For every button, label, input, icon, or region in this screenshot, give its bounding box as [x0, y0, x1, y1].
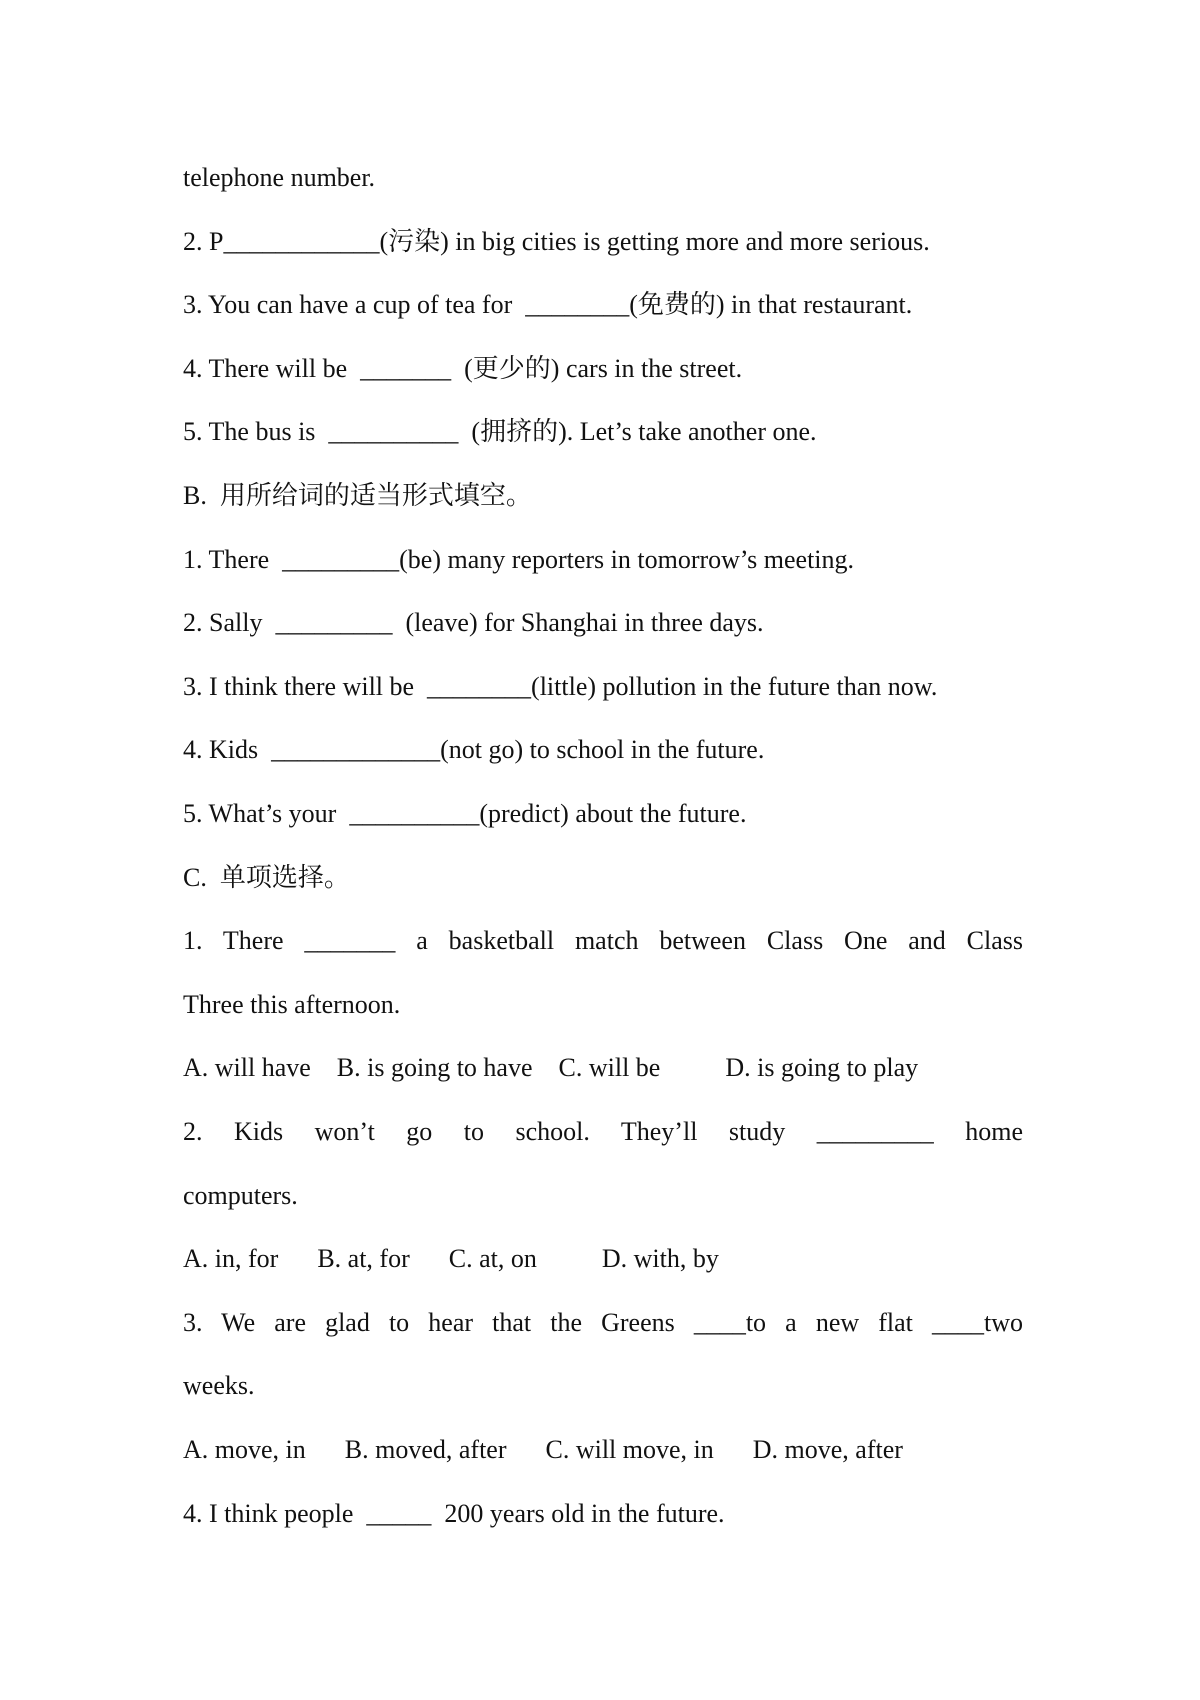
text-line: C. 单项选择。	[183, 862, 350, 892]
text-line: A. will have B. is going to have C. will be D. is going to play	[183, 1053, 919, 1083]
text-line: 2. Sally _________ (leave) for Shanghai in three days.	[183, 608, 764, 638]
text-line: 5. The bus is __________ (拥挤的). Let’s take another one.	[183, 417, 817, 447]
text-line: 1. There _______ a basketball match between Class One and Class	[183, 926, 1023, 956]
text-line: 2. Kids won’t go to school. They’ll study _________ home	[183, 1117, 1023, 1146]
text-line: 4. There will be _______ (更少的) cars in the street.	[183, 353, 743, 383]
text-line: A. in, for B. at, for C. at, on D. with, by	[183, 1244, 719, 1274]
text-line: 4. I think people _____ 200 years old in the future.	[183, 1498, 725, 1528]
text-line: 2. P____________(污染) in big cities is getting more and more serious.	[183, 226, 930, 256]
text-line: 3. You can have a cup of tea for ________(免费的) in that restaurant.	[183, 290, 913, 320]
text-line: 3. I think there will be ________(little) pollution in the future than now.	[183, 671, 938, 701]
text-line: 3. We are glad to hear that the Greens ____to a new flat ____two	[183, 1307, 1023, 1337]
text-line: Three this afternoon.	[183, 989, 401, 1019]
text-line: A. move, in B. moved, after C. will move, in D. move, after	[183, 1435, 903, 1464]
text-line: computers.	[183, 1180, 298, 1210]
text-line: 1. There _________(be) many reporters in tomorrow’s meeting.	[183, 544, 855, 574]
text-line: 4. Kids _____________(not go) to school in the future.	[183, 735, 765, 765]
text-line: telephone number.	[183, 163, 376, 192]
text-line: B. 用所给词的适当形式填空。	[183, 481, 532, 510]
text-line: weeks.	[183, 1371, 255, 1401]
text-line: 5. What’s your __________(predict) about the future.	[183, 799, 747, 828]
